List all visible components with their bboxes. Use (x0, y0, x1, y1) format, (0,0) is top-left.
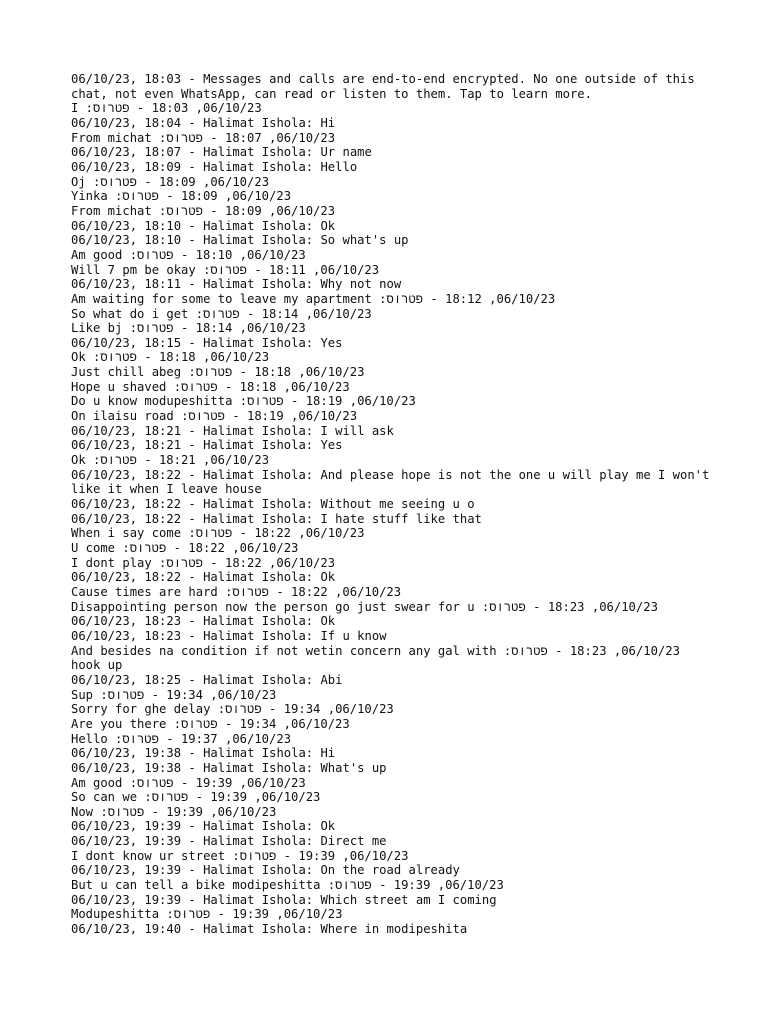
chat-line: 06/10/23, 18:22 - Halimat Ishola: I hate stuff like that (71, 511, 482, 526)
chat-line: 06/10/23, 18:23 - Halimat Ishola: If u know (71, 628, 387, 643)
chat-line: 06/10/23, 18:10 - Halimat Ishola: Ok (71, 218, 336, 233)
chat-line: 06/10/23, 18:19 - פטרוס: On ilaisu road (71, 409, 358, 424)
chat-line: 06/10/23, 18:23 - פטרוס: And besides na condition if not wetin concern any gal with hook up (63, 643, 680, 673)
chat-line: 06/10/23, 18:23 - פטרוס: Disappointing person now the person go just swear for u (71, 599, 658, 614)
chat-line: 06/10/23, 19:34 - פטרוס: Sup (71, 687, 277, 702)
chat-line: 06/10/23, 18:03 - Messages and calls are end-to-end encrypted. No one outside of this chat, not even WhatsApp, can read or listen to them. Tap to learn more. (71, 72, 703, 101)
chat-line: 06/10/23, 18:15 - Halimat Ishola: Yes (71, 335, 343, 350)
chat-line: 06/10/23, 19:39 - פטרוס: Am good (71, 775, 306, 790)
chat-line: 06/10/23, 18:22 - Halimat Ishola: Ok (71, 570, 336, 585)
chat-line: 06/10/23, 18:21 - Halimat Ishola: Yes (71, 438, 343, 453)
chat-line: 06/10/23, 18:10 - פטרוס: Am good (71, 247, 306, 262)
chat-line: 06/10/23, 18:22 - פטרוס: Cause times are hard (71, 584, 402, 599)
chat-line: 06/10/23, 18:09 - פטרוס: Oj (71, 174, 270, 189)
chat-line: 06/10/23, 18:21 - פטרוס: Ok (71, 453, 270, 468)
chat-line: 06/10/23, 18:14 - פטרוס: Like bj (71, 321, 306, 336)
chat-line: 06/10/23, 19:39 - Halimat Ishola: Ok (71, 819, 336, 834)
chat-line: 06/10/23, 18:09 - פטרוס: From michat (71, 203, 336, 218)
chat-line: 06/10/23, 19:39 - פטרוס: Now (71, 804, 277, 819)
chat-log (63, 72, 717, 937)
chat-transcript-page (63, 72, 717, 937)
chat-line: 06/10/23, 19:39 - פטרוס: So can we (71, 790, 321, 805)
chat-line: 06/10/23, 19:37 - פטרוס: Hello (71, 731, 292, 746)
chat-line: 06/10/23, 18:21 - Halimat Ishola: I will ask (71, 423, 394, 438)
chat-line: 06/10/23, 19:38 - Halimat Ishola: What's up (71, 760, 387, 775)
chat-line: 06/10/23, 18:18 - פטרוס: Hope u shaved (71, 379, 350, 394)
chat-line: 06/10/23, 19:39 - פטרוס: Modupeshitta (71, 907, 343, 922)
chat-line: 06/10/23, 18:22 - פטרוס: U come (71, 541, 299, 555)
chat-line: 06/10/23, 19:39 - פטרוס: I dont know ur street (71, 848, 409, 863)
chat-line: 06/10/23, 18:07 - פטרוס: From michat (71, 130, 336, 145)
chat-line: 06/10/23, 19:34 - פטרוס: Sorry for ghe delay (71, 702, 394, 717)
chat-line: 06/10/23, 18:19 - פטרוס: Do u know modupeshitta (71, 394, 416, 409)
chat-line: 06/10/23, 18:25 - Halimat Ishola: Abi (71, 672, 343, 687)
chat-line: 06/10/23, 18:11 - Halimat Ishola: Why not now (71, 277, 402, 292)
chat-line: 06/10/23, 19:39 - Halimat Ishola: Which street am I coming (71, 892, 497, 907)
chat-line: 06/10/23, 18:07 - Halimat Ishola: Ur name (71, 145, 372, 160)
chat-line: 06/10/23, 19:39 - פטרוס: But u can tell a bike modipeshitta (71, 878, 504, 893)
chat-line: 06/10/23, 18:11 - פטרוס: Will 7 pm be okay (71, 262, 380, 277)
chat-line: 06/10/23, 18:12 - פטרוס: Am waiting for some to leave my apartment (71, 291, 556, 306)
chat-line: 06/10/23, 18:22 - פטרוס: I dont play (71, 555, 336, 570)
chat-line: 06/10/23, 18:22 - פטרוס: When i say come (71, 526, 365, 541)
chat-line: 06/10/23, 18:14 - פטרוס: So what do i get (71, 306, 372, 321)
chat-line: 06/10/23, 19:38 - Halimat Ishola: Hi (71, 746, 336, 761)
chat-line: 06/10/23, 18:10 - Halimat Ishola: So what's up (71, 233, 409, 248)
chat-line: 06/10/23, 18:09 - פטרוס: Yinka (71, 189, 292, 204)
chat-line: 06/10/23, 19:34 - פטרוס: Are you there (71, 716, 350, 731)
chat-line: 06/10/23, 18:03 - פטרוס: I (71, 101, 262, 116)
chat-line: 06/10/23, 19:39 - Halimat Ishola: On the road already (71, 863, 460, 878)
chat-line: 06/10/23, 19:40 - Halimat Ishola: Where in modipeshita (71, 922, 468, 937)
chat-line: 06/10/23, 18:09 - Halimat Ishola: Hello (71, 159, 358, 174)
chat-line: 06/10/23, 18:22 - Halimat Ishola: And please hope is not the one u will play me I won't like it when I leave house (71, 467, 717, 497)
chat-line: 06/10/23, 18:18 - פטרוס: Ok (71, 350, 270, 365)
chat-line: 06/10/23, 18:22 - Halimat Ishola: Without me seeing u o (71, 497, 475, 512)
chat-line: 06/10/23, 18:04 - Halimat Ishola: Hi (71, 115, 336, 130)
chat-line: 06/10/23, 18:23 - Halimat Ishola: Ok (71, 614, 336, 629)
chat-line: 06/10/23, 19:39 - Halimat Ishola: Direct me (71, 834, 387, 849)
chat-line: 06/10/23, 18:18 - פטרוס: Just chill abeg (71, 365, 365, 380)
